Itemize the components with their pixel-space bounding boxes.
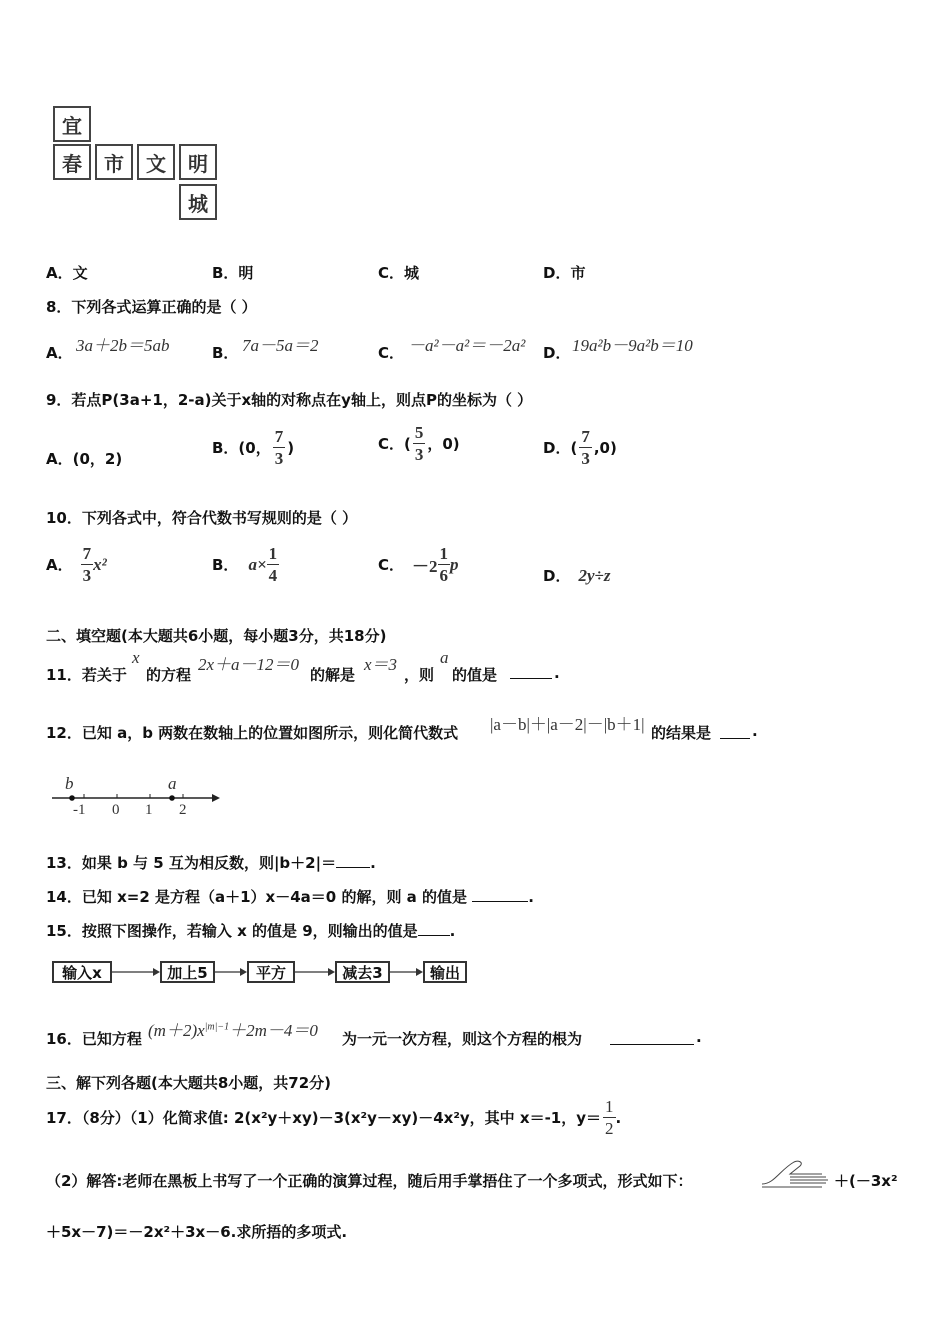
label-a: a — [168, 774, 177, 793]
q9-c-fraction — [413, 424, 426, 463]
q10-option-d — [543, 565, 610, 586]
q10-option-a — [46, 545, 107, 584]
section-2-heading: 二、填空题(本大题共6小题，每小题3分，共18分) — [46, 627, 387, 645]
q17-part2-tail: ＋(－3x² — [834, 1172, 898, 1190]
q10-c-fraction — [438, 545, 451, 584]
number-line — [48, 772, 223, 822]
q15-answer-blank — [418, 935, 450, 936]
q14-text: 14．已知 x=2 是方程（a＋1）x－4a＝0 的解，则 a 的值是 — [46, 888, 468, 906]
q12-answer-blank — [720, 738, 750, 739]
q14 — [46, 886, 534, 907]
flowchart — [52, 960, 472, 986]
q9-option-a: A．(0，2) — [46, 450, 123, 468]
q13 — [46, 852, 376, 873]
q10-c-pre: －2 — [412, 557, 438, 576]
q17-num: 1 — [605, 1097, 614, 1116]
q15-text: 15．按照下图操作，若输入 x 的值是 9，则输出的值是 — [46, 922, 418, 940]
q17-den: 2 — [605, 1119, 614, 1138]
q12-p1: 12．已知 a，b 两数在数轴上的位置如图所示，则化简代数式 — [46, 724, 459, 742]
q11-solution: x＝3 — [364, 655, 398, 674]
q17-part2-line2: ＋5x－7)＝－2x²＋3x－6.求所捂的多项式. — [46, 1223, 348, 1241]
q10-a-num: 7 — [82, 544, 92, 563]
q9-option-d — [543, 428, 617, 467]
q12-expression: |a－b|＋|a－2|－|b＋1| — [490, 715, 645, 734]
q11-answer-blank — [510, 678, 552, 679]
q17-end: . — [615, 1108, 622, 1127]
q11-p3: 的解是 — [310, 666, 356, 684]
q10-b-num: 1 — [268, 544, 278, 563]
q16-expr-base: (m＋2)x — [148, 1021, 205, 1040]
net-cell-1: 宜 — [53, 106, 91, 142]
q7-option-c: C．城 — [378, 264, 420, 282]
q10-b-den: 4 — [268, 566, 278, 585]
q8-b-label: B． — [212, 344, 239, 362]
hand-icon — [760, 1156, 836, 1190]
q9-c-tail: ，0) — [427, 435, 460, 453]
q16-answer-blank — [610, 1044, 694, 1045]
q8-a-label: A． — [46, 344, 73, 362]
q10-stem: 10．下列各式中，符合代数书写规则的是（ ） — [46, 509, 358, 527]
q15-end: . — [449, 922, 456, 940]
point-a — [169, 795, 175, 801]
q7-option-b: B．明 — [212, 264, 254, 282]
q10-a-den: 3 — [82, 566, 92, 585]
q9-option-c — [378, 424, 460, 463]
q9-b-den: 3 — [274, 449, 284, 468]
q11-p5: 的值是 — [452, 666, 498, 684]
q7-option-d: D．市 — [543, 264, 586, 282]
q10-a-fraction — [81, 545, 94, 584]
q10-b-pre: a× — [248, 554, 267, 574]
q14-end: . — [528, 888, 534, 906]
flow-box-square: 平方 — [247, 961, 295, 983]
net-cell-4: 文 — [137, 144, 175, 180]
net-cell-2: 春 — [53, 144, 91, 180]
q7-option-a: A．文 — [46, 264, 88, 282]
q17-text: 17．（8分）（1）化简求值: 2(x²y＋xy)－3(x²y－xy)－4x²y，其中 x＝-1，y＝ — [46, 1109, 602, 1127]
q16-p1: 16．已知方程 — [46, 1030, 142, 1048]
q10-a-var: x² — [93, 554, 107, 574]
tick-label-2: 2 — [179, 802, 187, 818]
q10-d-label: D． — [543, 567, 571, 585]
q9-d-label: D．( — [543, 439, 578, 457]
number-line-arrow — [212, 794, 220, 802]
q10-c-var: p — [450, 554, 459, 574]
q10-c-den: 6 — [439, 566, 449, 585]
q8-d-expr: 19a²b－9a²b＝10 — [572, 336, 693, 355]
net-cell-6: 城 — [179, 184, 217, 220]
q16-exponent: |m|−1 — [204, 1021, 230, 1033]
q8-c-label: C． — [378, 344, 405, 362]
q14-answer-blank — [472, 901, 528, 902]
q17-fraction — [603, 1098, 616, 1137]
q9-c-num: 5 — [414, 423, 424, 442]
q9-d-tail: ,0) — [593, 438, 617, 457]
label-b: b — [65, 774, 74, 793]
tick-label-0: 0 — [112, 802, 120, 818]
q13-end: . — [370, 854, 376, 872]
q9-c-den: 3 — [414, 445, 424, 464]
tick-label-1: 1 — [145, 802, 153, 818]
q16-expr — [148, 1016, 318, 1041]
q13-answer-blank — [336, 867, 370, 868]
q9-b-fraction — [273, 428, 286, 467]
q12-end: . — [752, 722, 758, 740]
q10-option-b — [212, 545, 279, 584]
q9-d-fraction — [579, 428, 592, 467]
net-cell-5: 明 — [179, 144, 217, 180]
q11-var-x: x — [132, 648, 140, 667]
q9-d-num: 7 — [581, 427, 590, 446]
q11-end: . — [554, 664, 560, 682]
q11-p2: 的方程 — [146, 666, 192, 684]
flow-box-input: 输入x — [52, 961, 112, 983]
q11-p4: ，则 — [404, 666, 435, 684]
q16 — [46, 1014, 926, 1054]
q10-d-expr: 2y÷z — [578, 565, 611, 585]
tick-label-neg1: -1 — [73, 802, 86, 818]
q8-d-label: D． — [543, 344, 571, 362]
q11-var-a: a — [440, 648, 449, 667]
q8-a-expr: 3a＋2b＝5ab — [76, 336, 170, 355]
q8-b-expr: 7a－5a＝2 — [242, 336, 319, 355]
q9-b-close: ) — [287, 438, 295, 457]
q9-d-den: 3 — [581, 449, 590, 468]
q16-expr-rest: ＋2m－4＝0 — [229, 1021, 318, 1040]
flow-box-sub3: 减去3 — [335, 961, 390, 983]
q10-c-num: 1 — [439, 544, 449, 563]
q12 — [46, 708, 926, 744]
q9-c-label: C．( — [378, 435, 411, 453]
q9-b-label: B．(0， — [212, 439, 271, 457]
net-cell-3: 市 — [95, 144, 133, 180]
flow-box-add5: 加上5 — [160, 961, 215, 983]
q17-part2-line1: （2）解答:老师在黑板上书写了一个正确的演算过程，随后用手掌捂住了一个多项式，形式如下： — [46, 1172, 693, 1190]
q11-p1: 11．若关于 — [46, 666, 127, 684]
q11-equation: 2x＋a－12＝0 — [198, 655, 300, 674]
point-b — [69, 795, 75, 801]
q13-text: 13．如果 b 与 5 互为相反数，则|b＋2|＝ — [46, 854, 337, 872]
q9-b-num: 7 — [274, 427, 284, 446]
q8-c-expr: －a²－a²＝－2a² — [408, 336, 526, 355]
q11 — [46, 648, 926, 688]
section-3-heading: 三、解下列各题(本大题共8小题，共72分) — [46, 1074, 332, 1092]
q16-end: . — [696, 1028, 702, 1046]
q10-b-label: B． — [212, 556, 239, 574]
flow-box-output: 输出 — [423, 961, 467, 983]
q10-option-c — [378, 545, 459, 584]
q15 — [46, 920, 455, 941]
q8-stem: 8．下列各式运算正确的是（ ） — [46, 298, 257, 316]
q17-part1 — [46, 1098, 621, 1137]
q10-c-label: C． — [378, 556, 405, 574]
q10-a-label: A． — [46, 556, 73, 574]
q12-p2: 的结果是 — [651, 724, 712, 742]
q9-stem: 9．若点P(3a+1，2-a)关于x轴的对称点在y轴上，则点P的坐标为（ ） — [46, 391, 533, 409]
q16-p2: 为一元一次方程，则这个方程的根为 — [342, 1030, 583, 1048]
q9-option-b — [212, 428, 294, 467]
q10-b-fraction — [267, 545, 280, 584]
